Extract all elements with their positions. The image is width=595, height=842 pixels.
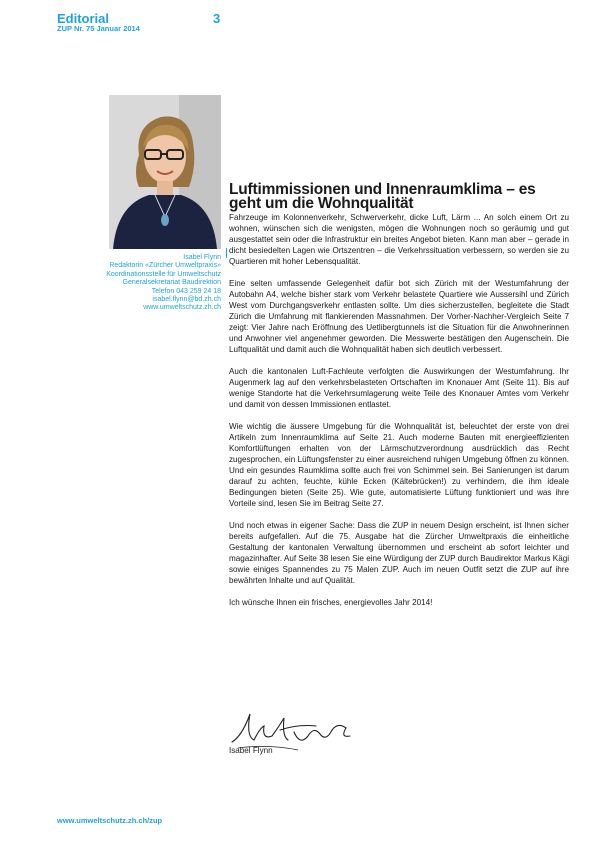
article-body <box>229 212 569 619</box>
paragraph: Ich wünsche Ihnen ein frisches, energievolles Jahr 2014! <box>229 598 433 607</box>
signoff-name: Isabel Flynn <box>229 746 273 755</box>
author-department: Generalsekretariat Baudirektion <box>122 279 221 287</box>
author-role: Redaktorin «Zürcher Umweltpraxis» <box>109 262 221 270</box>
author-office: Koordinationsstelle für Umweltschutz <box>106 270 221 278</box>
author-web[interactable]: www.umweltschutz.zh.ch <box>143 304 221 312</box>
issue-label: ZUP Nr. 75 Januar 2014 <box>57 24 140 33</box>
author-portrait <box>109 95 221 249</box>
portrait-illustration <box>109 95 221 249</box>
caption-rule <box>226 248 227 258</box>
header-section-title: Editorial <box>57 11 110 26</box>
author-name: Isabel Flynn <box>183 254 221 261</box>
paragraph: Fahrzeuge im Kolonnenverkehr, Schwerverkehr, dicke Luft, Lärm ... An solch einem Ort zu wohnen, wünschen sich die wenigsten, mögen die Wohnungen noch so geräumig und gut ausgestattet sein oder die Infrastruktur ein breites Angebot bieten. Kann man aber – gerade in dicht besiedelten Lagen wie Ortszentren – die Verkehrssituation verbessern, so werden sie zu Quartieren mit hoher Lebensqualität. <box>229 213 569 266</box>
paragraph: Eine selten umfassende Gelegenheit dafür bot sich Zürich mit der Westumfahrung der Autobahn A4, welche bisher stark vom Verkehr belastete Quartiere wie Aussersihl und Zürich West vom Durchgangsverkehr entlasten sollte. Um dies sicherzustellen, begleitete die Stadt Zürich die Umfahrung mit flankierenden Massnahmen. Der Vorher-Nachher-Vergleich Seite 7 zeigt: Vier Jahre nach Eröffnung des Uetlibergtunnels ist die Situation für die Anwohnerinnen und Anwohner viel angenehmer geworden. Die Messwerte bestätigen den Augenschein. Die Luftqualität und damit auch die Wohnqualität haben sich deutlich verbessert. <box>229 279 569 354</box>
author-email[interactable]: isabel.flynn@bd.zh.ch <box>152 296 221 304</box>
page-number: 3 <box>213 11 221 26</box>
author-phone: Telefon 043 259 24 18 <box>151 287 221 295</box>
footer-url[interactable]: www.umweltschutz.zh.ch/zup <box>57 816 163 825</box>
paragraph: Und noch etwas in eigener Sache: Dass die ZUP in neuem Design erscheint, ist Ihnen sicher bereits aufgefallen. Auf die 75. Ausgabe hat die Zürcher Umweltpraxis die einheitliche Gestaltung der kantonalen Verwaltung übernommen und erscheint ab sofort leichter und magazinhafter. Auf Seite 38 lesen Sie eine Würdigung der ZUP durch Baudirektor Markus Kägi sowie einiges Spannendes zu 75 Malen ZUP. Auch im neuen Outfit setzt die ZUP auf ihre bewährten Inhalte und auf Qualität. <box>229 521 569 585</box>
article-title: Luftimmissionen und Innenraumklima – es geht um die Wohnqualität <box>229 181 536 212</box>
author-contact <box>51 254 221 313</box>
paragraph: Wie wichtig die äussere Umgebung für die Wohnqualität ist, beleuchtet der erste von drei Artikeln zum Innenraumklima auf Seite 21. Auch moderne Bauten mit energieeffizienten Komfortlüftungen erhalten von der Lärmschutzverordnung ausdrücklich das Recht zugesprochen, ein Lüftungsfenster zu einer ausreichend ruhigen Umgebung öffnen zu können. Und ein gesundes Raumklima sollte auch frei von Schimmel sein. Bei Sanierungen ist darum darauf zu achten, feuchte, kühle Ecken (Kältebrücken!) zu verhindern, die ihm ideale Bedingungen bieten (Seite 25). Wie gute, automatisierte Lüftung funktioniert und was ihre Vorteile sind, lesen Sie im Beitrag Seite 27. <box>229 422 569 508</box>
paragraph: Auch die kantonalen Luft-Fachleute verfolgten die Auswirkungen der Westumfahrung. Ihr Augenmerk lag auf den verkehrsbelasteten Ortschaften im Knonauer Amt (Seite 11). Bis auf wenige Standorte hat die Verkehrsumlagerung weite Teile des Knonauer Amtes vom Verkehr und damit von dessen Immissionen entlastet. <box>229 367 569 409</box>
